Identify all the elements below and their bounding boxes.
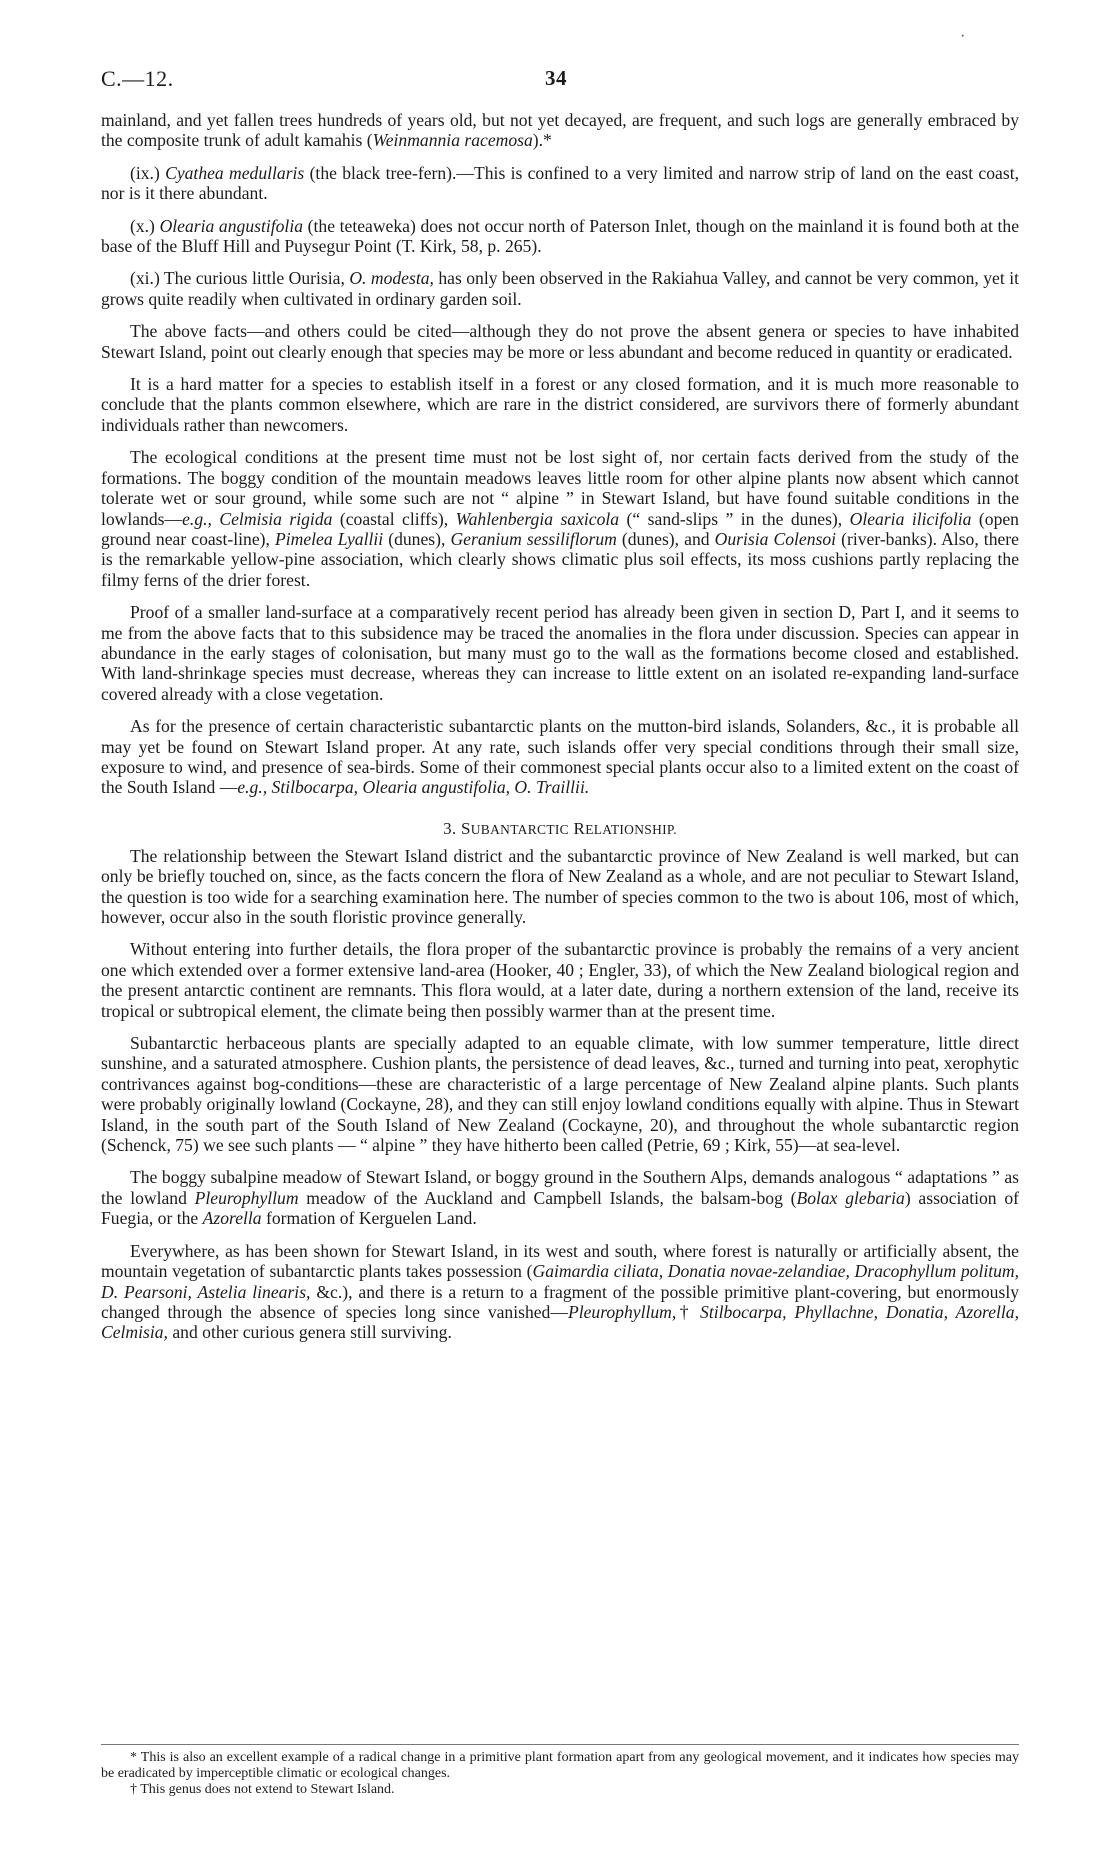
text-run: &c.), and there is a return to a fragment of the possible primitive plant-covering, but enormously changed through the absence of species long since vanished— (101, 1281, 1020, 1322)
italic-text: Ourisia Colensoi (714, 528, 837, 549)
section-heading (101, 819, 1019, 839)
footnote: † This genus does not extend to Stewart Island. (130, 1782, 395, 1797)
page-number: 34 (545, 66, 567, 90)
italic-text: Weinmannia racemosa (372, 130, 533, 151)
italic-text: Olearia ilicifolia (849, 508, 972, 529)
paragraph-ecological-conditions (101, 447, 1019, 590)
footnote: * This is also an excellent example of a radical change in a primitive plant formation apart from any geological movement, and it indicates how species may be eradicated by imperceptible climatic or ecological changes. (101, 1750, 1019, 1781)
text-run: formation of Kerguelen Land. (261, 1208, 477, 1229)
text-run: The relationship between the Stewart Island district and the subantarctic province of New Zealand is well marked, but can only be briefly touched on, since, as the facts concern the flora of New Zealand as a whole, and are not peculiar to Stewart Island, the question is too wide for a searching examination here. The number of species common to the two is about 106, most of which, however, occur also in the south floristic province generally. (101, 845, 1019, 927)
text-run: has only been observed in the Rakiahua Valley, and cannot be very common, yet it grows quite readily when cultivated in ordinary garden soil. (101, 268, 1019, 309)
text-run: (xi.) The curious little Ourisia, (130, 268, 350, 289)
corner-mark: · (960, 28, 966, 45)
text-run: As for the presence of certain characteristic subantarctic plants on the mutton-bird islands, Solanders, &c., it is probable all may yet be found on Stewart Island proper. At any rate, such islands offer very special conditions through their small size, exposure to wind, and presence of sea-birds. Some of their commonest special plants occur also to a limited extent on the coast of the South Island — (101, 716, 1019, 798)
italic-text: Pleurophyllum (194, 1187, 299, 1208)
text-run: Everywhere, as has been shown for Stewart Island, in its west and south, where forest is naturally or artificially absent, the mountain vegetation of subantarctic plants takes possession ( (101, 1240, 1019, 1282)
text-run: The above facts—and others could be cited—although they do not prove the absent genera or species to have inhabited Stewart Island, point out clearly enough that species may be more or less abundant and become reduced in quantity or eradicated. (101, 321, 1019, 362)
text-run: It is a hard matter for a species to establish itself in a forest or any closed formation, and it is much more reasonable to conclude that the plants common elsewhere, which are rare in the district considered, are survivors there of formerly abundant individuals rather than newcomers. (101, 374, 1019, 435)
text-run: (the teteaweka) does not occur north of Paterson Inlet, though on the mainland it is found both at the base of the Bluff Hill and Puysegur Point (T. Kirk, 58, p. 265). (101, 215, 1020, 257)
text-run: meadow of the Auckland and Campbell Islands, the balsam-bog ( (298, 1187, 797, 1208)
heading-smallcaps: ELATIONSHIP. (585, 821, 677, 837)
text-run: and other curious genera still surviving. (167, 1322, 452, 1343)
text-run: ) association of Fuegia, or the (101, 1187, 1019, 1229)
italic-text: Wahlenbergia saxicola (455, 508, 620, 529)
italic-text: O. modesta, (349, 268, 434, 289)
footnotes (101, 1750, 1019, 1798)
paragraph-mutton-bird-islands (101, 716, 1019, 798)
text-run: (“ sand-slips ” in the dunes), (619, 508, 850, 529)
text-run: ).* (532, 130, 552, 151)
paragraph-ancient-flora (101, 939, 1019, 1021)
section-heading-word (461, 819, 569, 838)
heading-initial: R (573, 818, 586, 838)
text-run: (dunes), and (616, 528, 715, 549)
paragraph-herbaceous-plants (101, 1033, 1019, 1155)
italic-text: Azorella (202, 1208, 262, 1229)
text-run: Without entering into further details, the flora proper of the subantarctic province is probably the remains of a very ancient one which extended over a former extensive land-area (Hooker, 40 ; Engler, 33), of which the New Zealand biological region and the present antarctic continent are remnants. This flora would, at a later date, during a northern extension of the land, receive its tropical or subtropical element, the climate being then possibly warmer than at the present time. (101, 939, 1019, 1021)
paragraph-boggy-meadow (101, 1167, 1019, 1228)
text-run: mainland, and yet fallen trees hundreds of years old, but not yet decayed, are frequent, and such logs are generally embraced by the composite trunk of adult kamahis ( (101, 110, 1019, 151)
body-text-upper (101, 110, 1019, 1343)
paragraph-cyathea (101, 163, 1019, 204)
italic-text: Cyathea medullaris (165, 162, 305, 183)
italic-text: e.g., Celmisia rigida (182, 508, 333, 529)
text-run: (x.) (130, 215, 160, 236)
text-run: Subantarctic herbaceous plants are specially adapted to an equable climate, with low summer temperature, little direct sunshine, and a saturated atmosphere. Cushion plants, the persistence of dead leaves, &c., turned and turning into peat, xerophytic contrivances against bog-conditions—these are characteristic of a large percentage of New Zealand alpine plants. Such plants were probably originally lowland (Cockayne, 28), and they can still enjoy lowland conditions equally with alpine. Thus in Stewart Island, in the south part of the South Island of New Zealand (Cockayne, 20), and throughout the whole subantarctic region (Schenck, 75) we see such plants — “ alpine ” they have hitherto been called (Petrie, 69 ; Kirk, 55)—at sea-level. (101, 1033, 1019, 1156)
heading-smallcaps: UBANTARCTIC (470, 821, 569, 837)
italic-text: e.g., Stilbocarpa, Olearia angustifolia, O. Traillii. (237, 777, 590, 798)
italic-text: Geranium sessiliflorum (450, 528, 617, 549)
italic-text: Bolax glebaria (796, 1187, 905, 1208)
italic-text: Olearia angustifolia (159, 215, 304, 236)
section-heading-word (574, 819, 677, 838)
italic-text: Gaimardia ciliata, Donatia novae-zelandiae, Dracophyllum politum, D. Pearsoni, Astelia linearis, (101, 1261, 1020, 1302)
paragraph-above-facts (101, 321, 1019, 362)
italic-text: Stilbocarpa, Phyllachne, Donatia, Azorella, Celmisia, (101, 1301, 1019, 1343)
section-number: 3. (443, 818, 457, 838)
document-reference: C.—12. (101, 66, 174, 91)
paragraph-smaller-land-surface (101, 602, 1019, 704)
footnote-divider (101, 1744, 1019, 1745)
text-run: The ecological conditions at the present time must not be lost sight of, nor certain facts derived from the study of the formations. The boggy condition of the mountain meadows leaves little room for other alpine plants now absent which cannot tolerate wet or sour ground, while some such are not “ alpine ” in Stewart Island, but have found suitable conditions in the lowlands— (101, 447, 1019, 529)
text-run: (ix.) (130, 162, 166, 183)
heading-initial: S (460, 818, 471, 838)
text-run: (open ground near coast-line), (101, 508, 1019, 549)
text-run: Proof of a smaller land-surface at a comparatively recent period has already been given in section D, Part I, and it seems to me from the above facts that to this subsidence may be traced the anomalies in the flora under discussion. Species can appear in abundance in the early stages of colonisation, but many must go to the wall as the formations become closed and established. With land-shrinkage species must decrease, whereas they can increase to little extent on an isolated re-expanding land-surface covered already with a close vegetation. (101, 602, 1019, 704)
text-run: (river-banks). Also, there is the remarkable yellow-pine association, which clearly shows climatic plus soil effects, its moss cushions partly replacing the filmy ferns of the drier forest. (101, 528, 1019, 590)
text-run: The boggy subalpine meadow of Stewart Island, or boggy ground in the Southern Alps, demands analogous “ adaptations ” as the lowland (101, 1167, 1019, 1208)
italic-text: Pleurophyllum, (567, 1301, 677, 1322)
text-run: (coastal cliffs), (332, 508, 456, 529)
paragraph-ourisia (101, 268, 1019, 309)
text-run: (dunes), (383, 528, 451, 549)
paragraph-closed-formation (101, 374, 1019, 435)
paragraph-everywhere (101, 1241, 1019, 1343)
text-run: † (676, 1301, 701, 1322)
italic-text: Pimelea Lyallii (275, 528, 384, 549)
paragraph-olearia (101, 216, 1019, 257)
paragraph-continuation (101, 110, 1019, 151)
text-run: (the black tree-fern).—This is confined to a very limited and narrow strip of land on the east coast, nor is it there abundant. (101, 162, 1019, 204)
paragraph-relationship (101, 846, 1019, 928)
